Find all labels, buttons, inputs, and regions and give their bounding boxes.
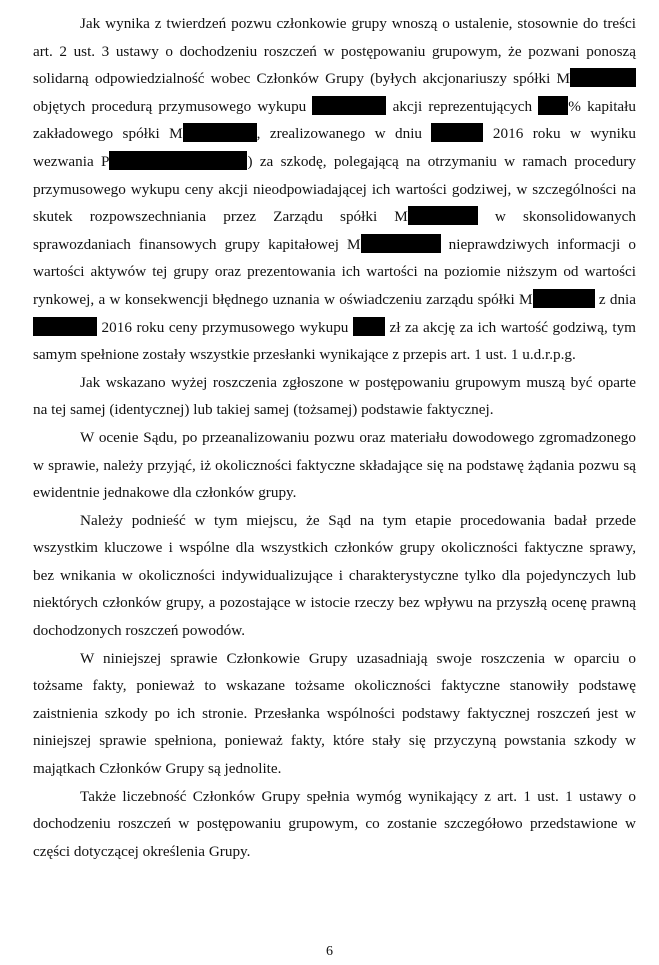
- paragraph-4: [33, 507, 636, 645]
- text-run: Także liczebność Członków Grupy spełnia wymóg wynikający z art. 1 ust. 1 ustawy o dochodzeniu roszczeń w postępowaniu grupowym, co zostanie szczegółowo przedstawione w części dotyczącej określenia Grupy.: [33, 787, 636, 860]
- text-run: objętych procedurą przymusowego wykupu: [33, 97, 313, 115]
- redaction-box: [183, 123, 257, 142]
- redaction-box: [538, 96, 568, 115]
- text-run: Jak wynika z twierdzeń pozwu członkowie grupy wnoszą o ustalenie, stosownie do treści art. 2 ust. 3 ustawy o dochodzeniu roszczeń w postępowaniu grupowym, że pozwani ponoszą solidarną odpowiedzialność wobec Członków Grupy (byłych akcjonariuszy spółki M: [33, 15, 636, 88]
- text-run: w skonsolidowanych sprawozdaniach finansowych grupy kapitałowej M: [33, 208, 636, 253]
- text-run: 2016 roku w wyniku wezwania P: [33, 125, 636, 170]
- text-run: Jak wskazano wyżej roszczenia zgłoszone w postępowaniu grupowym muszą być oparte na tej samej (identycznej) lub takiej samej (tożsamej) podstawie faktycznej.: [33, 373, 636, 419]
- paragraph-2: [33, 369, 636, 424]
- redaction-box: [431, 123, 483, 142]
- redaction-box: [570, 68, 636, 87]
- redaction-box: [361, 234, 441, 253]
- redaction-box: [33, 317, 97, 336]
- text-run: W ocenie Sądu, po przeanalizowaniu pozwu oraz materiału dowodowego zgromadzonego w sprawie, należy przyjąć, iż okoliczności faktyczne składające się na podstawę żądania pozwu są ewidentnie jednakowe dla członków grupy.: [33, 428, 636, 502]
- paragraph-3: [33, 424, 636, 507]
- paragraph-1: [33, 10, 636, 369]
- redaction-box: [353, 317, 385, 336]
- document-body: [33, 10, 636, 865]
- text-run: ) za szkodę, polegającą na otrzymaniu w ramach procedury przymusowego wykupu ceny akcji nieodpowiadającej ich wartości godziwej, w szczególności na skutek rozpowszechniania przez Zarządu spółki M: [33, 152, 636, 226]
- redaction-box: [312, 96, 386, 115]
- page-number: 6: [326, 944, 333, 959]
- text-run: , zrealizowanego w dniu: [256, 125, 432, 143]
- text-run: 2016 roku ceny przymusowego wykupu: [97, 318, 353, 336]
- text-run: zł za akcję za ich wartość godziwą, tym samym spełnione zostały wszystkie przesłanki wynikające z przepis art. 1 ust. 1 u.d.r.p.g.: [33, 318, 636, 364]
- text-run: W niniejszej sprawie Członkowie Grupy uzasadniają swoje roszczenia w oparciu o tożsame fakty, ponieważ to wskazane tożsame okoliczności faktyczne stanowiły podstawę zaistnienia szkody po ich stronie. Przesłanka wspólności podstawy faktycznej roszczeń jest w niniejszej sprawie spełniona, ponieważ fakty, które stały się przyczyną powstania szkody w majątkach Członków Grupy są jednolite.: [33, 649, 636, 778]
- text-run: nieprawdziwych informacji o wartości aktywów tej grupy oraz prezentowania ich wartości na poziomie niższym od wartości rynkowej, a w konsekwencji błędnego uznania w oświadczeniu zarządu spółki M: [33, 235, 636, 308]
- text-run: % kapitału zakładowego spółki M: [33, 97, 636, 143]
- text-run: Należy podnieść w tym miejscu, że Sąd na tym etapie procedowania badał przede wszystkim kluczowe i wspólne dla wszystkich członków grupy okoliczności faktyczne sprawy, bez wnikania w okoliczności indywidualizujące i charakterystyczne tylko dla pojedynczych lub niektórych członków grupy, a pozostające w istocie rzeczy bez wpływu na przyszłą ocenę prawną dochodzonych roszczeń powodów.: [33, 511, 636, 640]
- paragraph-5: [33, 645, 636, 783]
- redaction-box: [408, 206, 478, 225]
- redaction-box: [109, 151, 247, 170]
- redaction-box: [533, 289, 595, 308]
- text-run: z dnia: [594, 290, 636, 308]
- text-run: akcji reprezentujących: [386, 97, 539, 115]
- paragraph-6: [33, 783, 636, 866]
